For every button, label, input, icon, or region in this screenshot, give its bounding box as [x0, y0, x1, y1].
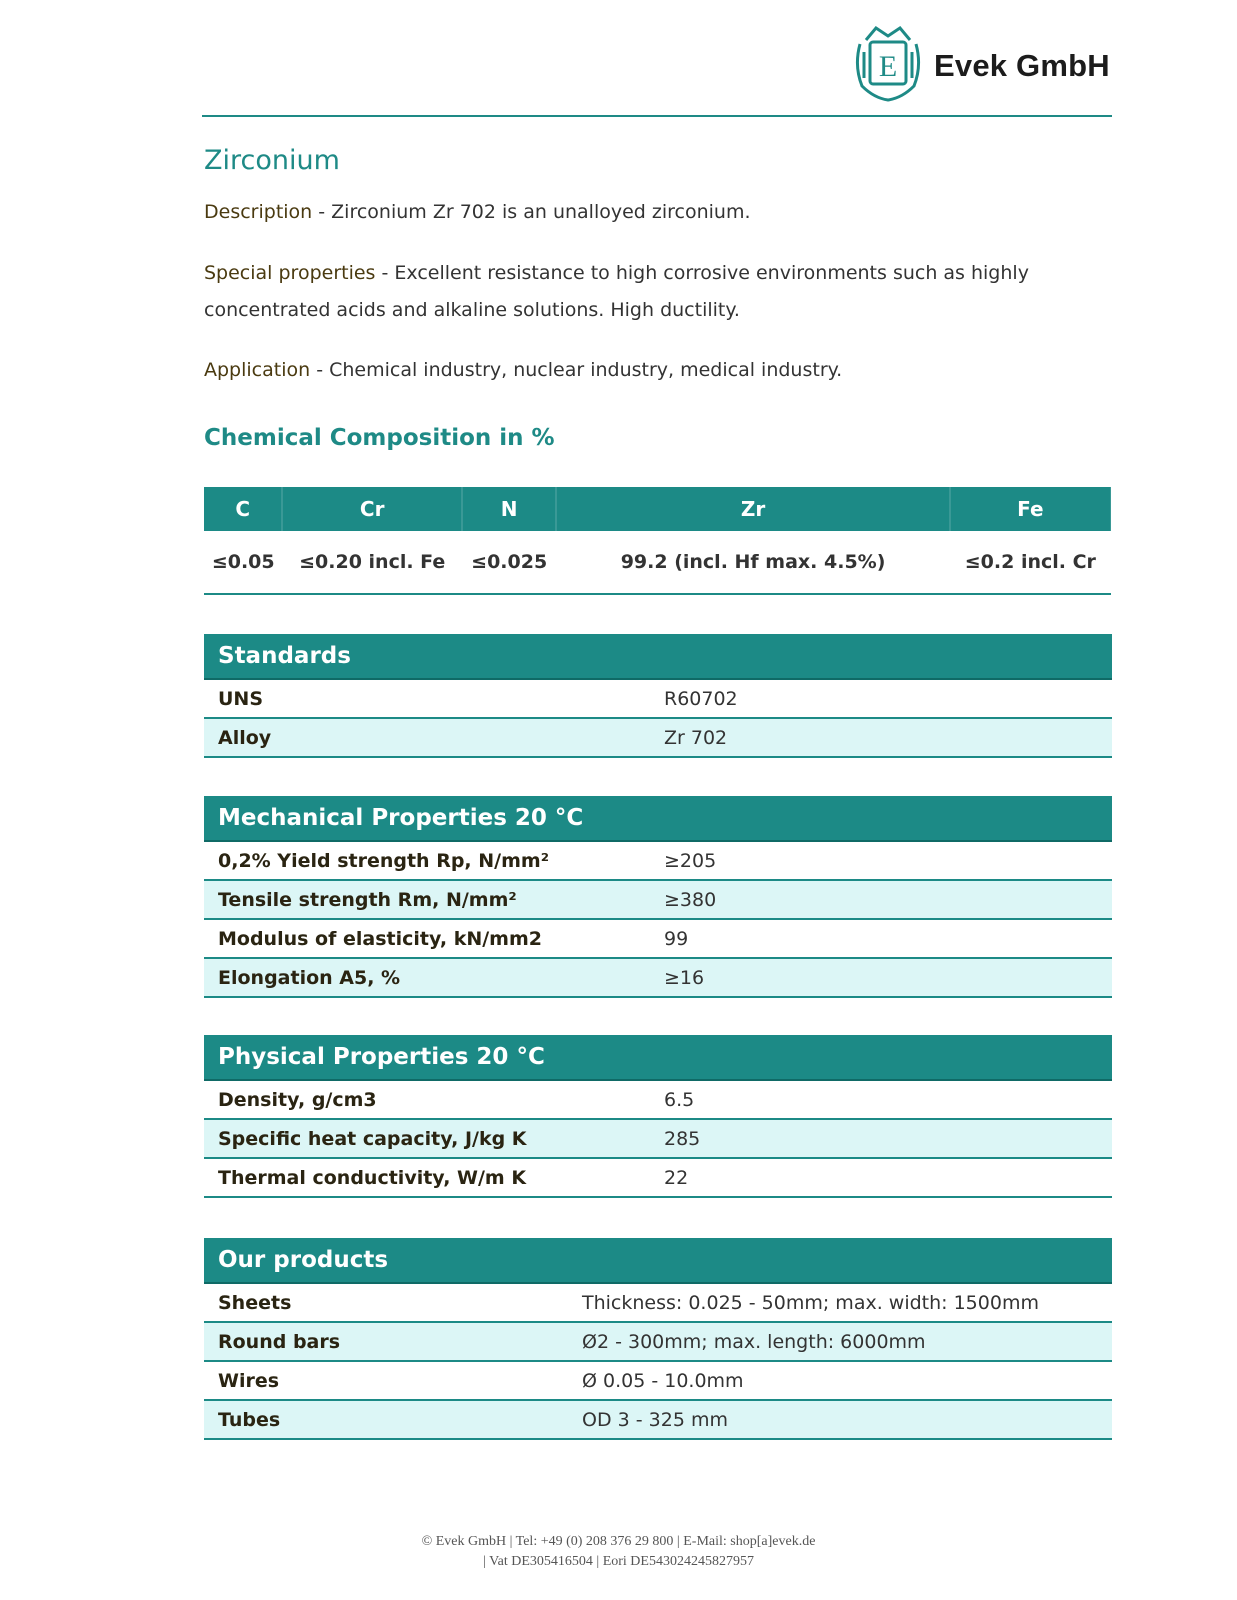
- table-row: [204, 1361, 1112, 1400]
- product-value: OD 3 - 325 mm: [582, 1400, 1112, 1439]
- chem-value-zr: 99.2 (incl. Hf max. 4.5%): [556, 531, 949, 594]
- chem-value-fe: ≤0.2 incl. Cr: [950, 531, 1111, 594]
- chem-col-zr: Zr: [556, 487, 949, 531]
- page-title: Zirconium: [204, 145, 340, 176]
- mechanical-value: ≥16: [664, 958, 1112, 997]
- description-label: Description: [204, 201, 313, 223]
- table-row: [204, 1322, 1112, 1361]
- standards-key: Alloy: [204, 718, 664, 757]
- product-value: Ø 0.05 - 10.0mm: [582, 1361, 1112, 1400]
- physical-properties-table: [204, 1035, 1112, 1198]
- products-table: [204, 1238, 1112, 1440]
- special-properties-paragraph: [204, 255, 1084, 329]
- physical-header: [204, 1035, 1112, 1080]
- chem-col-n: N: [462, 487, 557, 531]
- standards-table: [204, 634, 1112, 758]
- special-properties-label: Special properties: [204, 262, 376, 284]
- standards-header: [204, 634, 1112, 679]
- footer-contact: © Evek GmbH | Tel: +49 (0) 208 376 29 800 | E-Mail: shop[a]evek.de: [421, 1534, 816, 1549]
- chem-col-c: C: [204, 487, 282, 531]
- table-row: [204, 1119, 1112, 1158]
- description-text: - Zirconium Zr 702 is an unalloyed zirconium.: [312, 201, 751, 223]
- standards-value: Zr 702: [664, 718, 1112, 757]
- mechanical-header: [204, 796, 1112, 841]
- chem-value-cr: ≤0.20 incl. Fe: [282, 531, 461, 594]
- table-row: [204, 880, 1112, 919]
- table-row: [204, 1400, 1112, 1439]
- table-row: [204, 1158, 1112, 1197]
- table-row: [204, 958, 1112, 997]
- product-value: Thickness: 0.025 - 50mm; max. width: 1500mm: [582, 1283, 1112, 1322]
- chem-col-cr: Cr: [282, 487, 461, 531]
- physical-value: 6.5: [664, 1080, 1112, 1119]
- application-paragraph: [204, 352, 1084, 389]
- crest-logo-icon: [852, 22, 924, 104]
- product-key: Sheets: [204, 1283, 582, 1322]
- svg-text:E: E: [878, 50, 898, 83]
- chemical-header-row: [204, 487, 1111, 531]
- application-label: Application: [204, 359, 311, 381]
- standards-value: R60702: [664, 679, 1112, 718]
- products-header: [204, 1238, 1112, 1283]
- application-text: - Chemical industry, nuclear industry, medical industry.: [310, 359, 843, 381]
- table-row: [204, 1283, 1112, 1322]
- chemical-values-row: [204, 531, 1111, 594]
- product-key: Wires: [204, 1361, 582, 1400]
- standards-heading: Standards: [204, 634, 1112, 679]
- table-row: [204, 679, 1112, 718]
- standards-key: UNS: [204, 679, 664, 718]
- footer-tax-ids: | Vat DE305416504 | Eori DE543024245827957: [483, 1554, 754, 1569]
- physical-value: 285: [664, 1119, 1112, 1158]
- company-logo: [852, 22, 1110, 104]
- chem-value-c: ≤0.05: [204, 531, 282, 594]
- physical-key: Specific heat capacity, J/kg K: [204, 1119, 664, 1158]
- table-row: [204, 1080, 1112, 1119]
- special-properties-text: - Excellent resistance to high corrosive environments such as highly concentrated acids and alkaline solutions. High ductility.: [204, 262, 1029, 321]
- footer: [0, 1532, 1237, 1572]
- mechanical-key: 0,2% Yield strength Rp, N/mm²: [204, 841, 664, 880]
- mechanical-properties-table: [204, 796, 1112, 998]
- mechanical-value: ≥205: [664, 841, 1112, 880]
- products-heading: Our products: [204, 1238, 1112, 1283]
- physical-key: Density, g/cm3: [204, 1080, 664, 1119]
- chem-value-n: ≤0.025: [462, 531, 557, 594]
- mechanical-heading: Mechanical Properties 20 °C: [204, 796, 1112, 841]
- mechanical-key: Tensile strength Rm, N/mm²: [204, 880, 664, 919]
- chemical-composition-table: [204, 487, 1112, 595]
- description-paragraph: [204, 194, 1084, 231]
- mechanical-value: ≥380: [664, 880, 1112, 919]
- physical-key: Thermal conductivity, W/m K: [204, 1158, 664, 1197]
- mechanical-key: Elongation A5, %: [204, 958, 664, 997]
- chemical-composition-heading: Chemical Composition in %: [204, 425, 555, 451]
- product-key: Tubes: [204, 1400, 582, 1439]
- physical-value: 22: [664, 1158, 1112, 1197]
- product-value: Ø2 - 300mm; max. length: 6000mm: [582, 1322, 1112, 1361]
- physical-heading: Physical Properties 20 °C: [204, 1035, 1112, 1080]
- table-row: [204, 919, 1112, 958]
- table-row: [204, 841, 1112, 880]
- table-row: [204, 718, 1112, 757]
- mechanical-value: 99: [664, 919, 1112, 958]
- product-key: Round bars: [204, 1322, 582, 1361]
- mechanical-key: Modulus of elasticity, kN/mm2: [204, 919, 664, 958]
- company-name: Evek GmbH: [934, 48, 1110, 83]
- header-divider: [202, 115, 1112, 117]
- chem-col-fe: Fe: [950, 487, 1111, 531]
